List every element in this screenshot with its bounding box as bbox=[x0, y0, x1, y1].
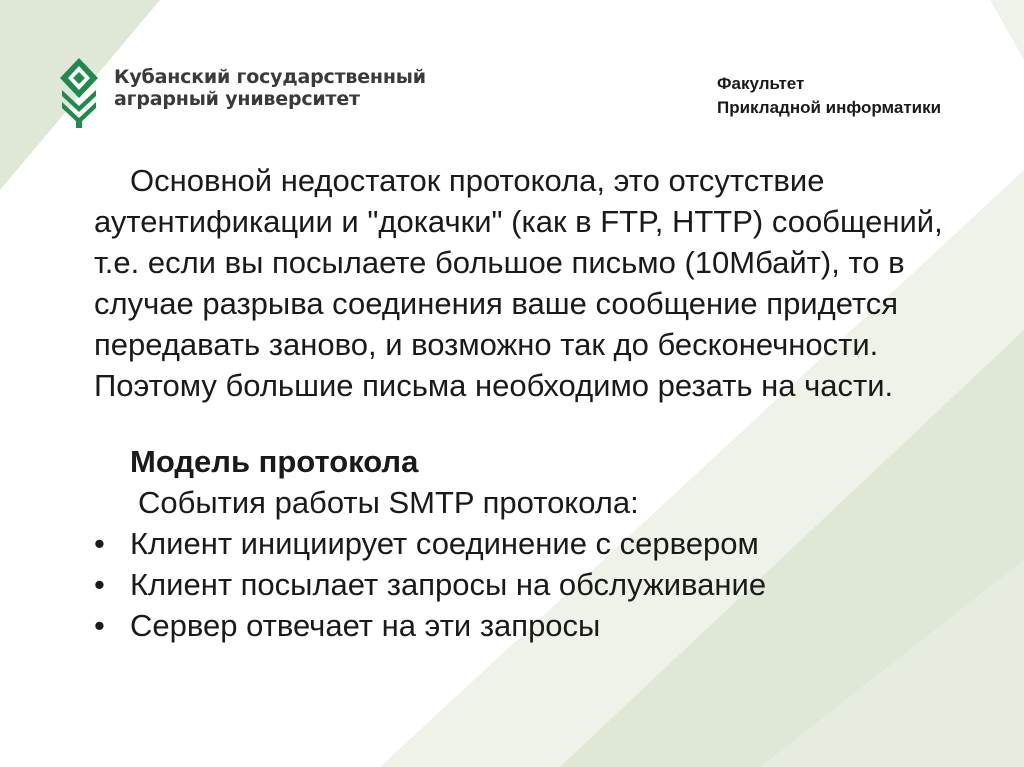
events-intro: События работы SMTP протокола: bbox=[138, 485, 639, 520]
list-item-text: Клиент посылает запросы на обслуживание bbox=[130, 567, 767, 602]
slide-content bbox=[94, 160, 994, 646]
university-leaf-logo-icon bbox=[58, 56, 100, 128]
faculty-name-line2: Прикладной информатики bbox=[717, 98, 942, 117]
events-list bbox=[94, 523, 994, 646]
bullet-dot-icon: • bbox=[94, 526, 105, 561]
list-item bbox=[94, 523, 994, 564]
university-name-line1: Кубанский государственный bbox=[114, 66, 426, 88]
list-item-text: Клиент инициирует соединение с сервером bbox=[130, 526, 759, 561]
list-item-text: Сервер отвечает на эти запросы bbox=[130, 608, 601, 643]
main-paragraph: Основной недостаток протокола, это отсутствие аутентификации и "докачки" (как в FTP, HTTP) сообщений, т.е. если вы посылаете большое письмо (10Мбайт), то в случае разрыва соединения ваше сообщение придется передавать заново, и возможно так до бесконечности. Поэтому большие письма необходимо резать на части. bbox=[94, 163, 943, 403]
model-title: Модель протокола bbox=[130, 444, 419, 479]
list-item bbox=[94, 564, 994, 605]
university-name bbox=[114, 66, 426, 110]
faculty-name bbox=[717, 72, 941, 120]
university-name-line2: аграрный университет bbox=[114, 88, 360, 110]
bullet-dot-icon: • bbox=[94, 567, 105, 602]
paragraph-spacer bbox=[94, 406, 994, 441]
faculty-name-line1: Факультет bbox=[717, 74, 805, 93]
list-item bbox=[94, 605, 994, 646]
bullet-dot-icon: • bbox=[94, 608, 105, 643]
